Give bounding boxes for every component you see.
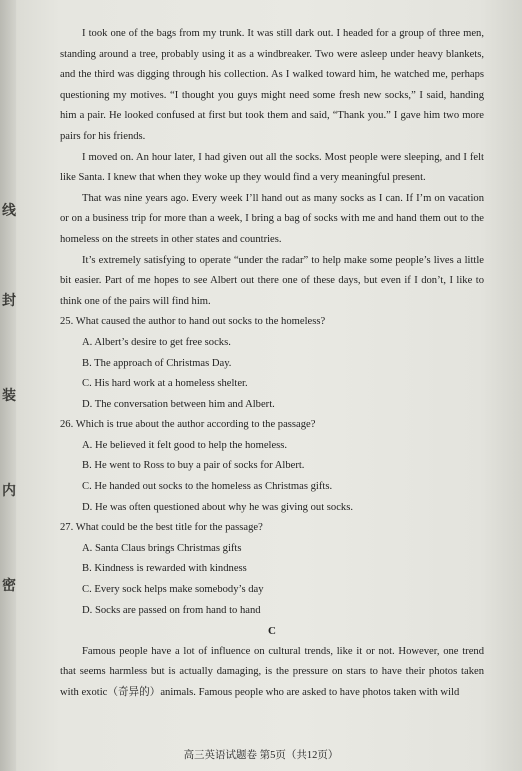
answer-option: C. His hard work at a homeless shelter. bbox=[82, 378, 248, 390]
question-stem: 27. What could be the best title for the passage? bbox=[60, 522, 263, 534]
page-footer: 高三英语试题卷 第5页（共12页） bbox=[183, 750, 339, 761]
margin-mark: 内 bbox=[2, 484, 16, 499]
page-content bbox=[60, 24, 484, 704]
passage-paragraph: Famous people have a lot of influence on cultural trends, like it or not. However, one trend that seems harmless but is actually damaging, is the pressure on stars to have their photos taken with exotic（奇异的）animals. Famous people who are asked to have photos taken with wild bbox=[60, 645, 484, 698]
margin-mark: 密 bbox=[2, 579, 16, 594]
answer-option: B. He went to Ross to buy a pair of socks for Albert. bbox=[82, 460, 305, 472]
answer-option: D. The conversation between him and Albert. bbox=[82, 398, 275, 410]
binding-margin bbox=[0, 0, 16, 771]
answer-option: B. The approach of Christmas Day. bbox=[82, 357, 232, 369]
answer-option: C. He handed out socks to the homeless as Christmas gifts. bbox=[82, 481, 333, 493]
answer-option: A. He believed it felt good to help the homeless. bbox=[82, 439, 288, 451]
section-heading: C bbox=[268, 625, 276, 638]
answer-option: C. Every sock helps make somebody’s day bbox=[82, 584, 264, 596]
answer-option: A. Albert’s desire to get free socks. bbox=[82, 336, 231, 348]
margin-mark: 线 bbox=[2, 204, 16, 219]
answer-option: A. Santa Claus brings Christmas gifts bbox=[82, 542, 242, 554]
question-stem: 25. What caused the author to hand out socks to the homeless? bbox=[60, 316, 326, 328]
passage-paragraph: It’s extremely satisfying to operate “under the radar” to help make some people’s lives a little bit easier. Part of me hopes to see Albert out there one of these days, but even if I don’t, I like to think one of the pairs will find him. bbox=[60, 254, 484, 307]
margin-mark: 装 bbox=[2, 389, 16, 404]
passage-paragraph: That was nine years ago. Every week I’ll hand out as many socks as I can. If I’m on vacation or on a business trip for more than a week, I bring a bag of socks with me and hand them out to the homeless on the streets in other states and countries. bbox=[60, 192, 484, 245]
passage-paragraph: I moved on. An hour later, I had given out all the socks. Most people were sleeping, and I felt like Santa. I knew that when they woke up they would find a very meaningful present. bbox=[60, 151, 484, 184]
passage-paragraph: I took one of the bags from my trunk. It was still dark out. I headed for a group of three men, standing around a tree, probably using it as a windbreaker. Two were asleep under heavy blankets, and the third was digging through his collection. As I walked toward him, he watched me, perhaps questioning my motives. “I thought you guys might need some fresh new socks,” I said, handing him a pair. He looked confused at first but took them and said, “Thank you.” I gave him two more pairs for his friends. bbox=[60, 28, 484, 142]
answer-option: D. He was often questioned about why he was giving out socks. bbox=[82, 501, 353, 513]
margin-mark: 封 bbox=[2, 294, 16, 309]
question-stem: 26. Which is true about the author according to the passage? bbox=[60, 419, 316, 431]
answer-option: B. Kindness is rewarded with kindness bbox=[82, 563, 247, 575]
answer-option: D. Socks are passed on from hand to hand bbox=[82, 604, 261, 616]
